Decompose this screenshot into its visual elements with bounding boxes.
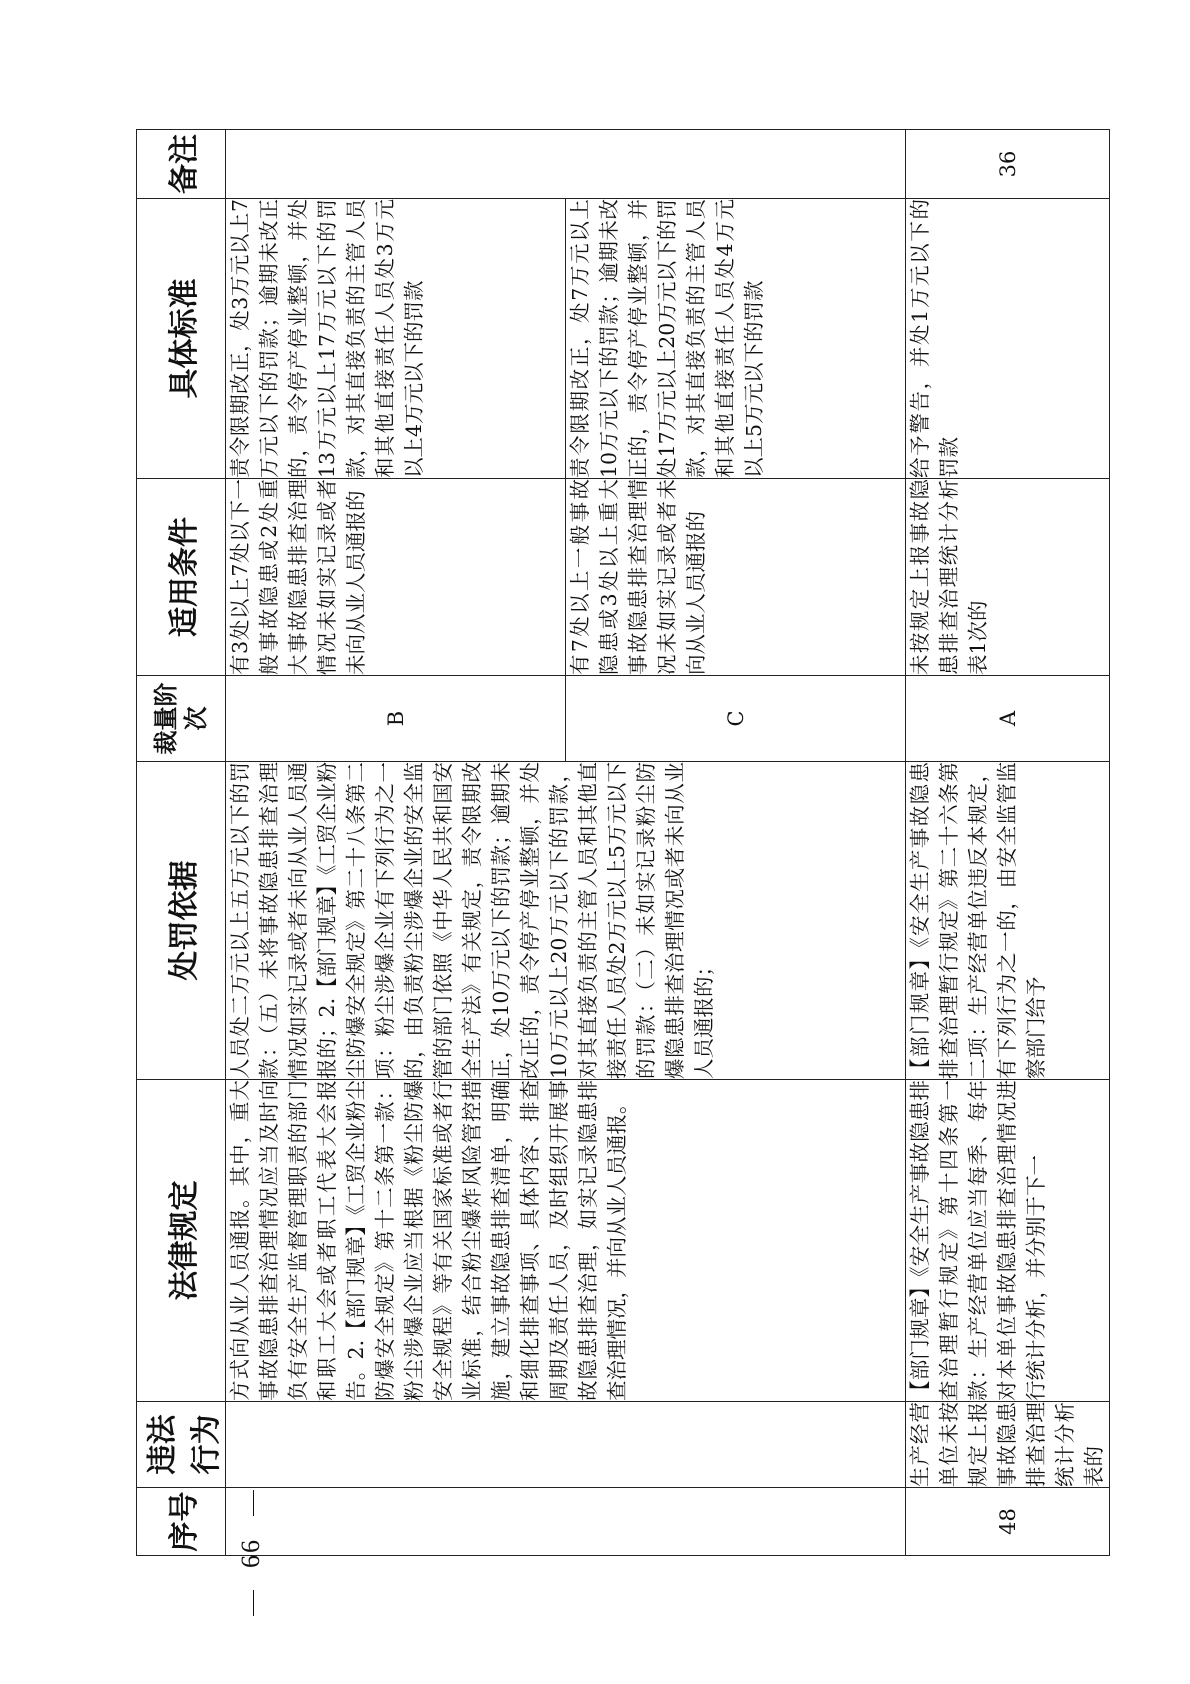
header-basis: 处罚依据 [137,762,226,1080]
page-footer [236,1468,266,1638]
cell-basis-continued: 人员处二万元以上五万元以下的罚款：（五）未将事故隐患排查治理情况如实记录或者未向从业人员通报的；2.【部门规章】《工贸企业粉尘防爆安全规定》第二十八条第二项：粉尘涉爆企业有下列行为之一的，由负责粉尘涉爆企业的安全监管的部门依照《中华人民共和国安全生产法》有关规定，责令限期改正，处10万元以下的罚款；逾期未改正的，责令停产停业整顿，并处10万元以上20万元以下的罚款，对其直接负责的主管人员和其他直接责任人员处2万元以上5万元以下的罚款：（二）未如实记录粉尘防爆隐患排查治理情况或者未向从业人员通报的； [226,762,906,1080]
cell-act-empty [226,1402,906,1488]
header-note: 备注 [137,130,226,199]
header-act: 违法行为 [137,1402,226,1488]
cell-no-empty [226,1488,906,1556]
cell-tier-c: C [566,676,906,762]
cell-tier-a: A [906,676,1110,762]
footer-dash-right [253,1490,254,1516]
cell-no-48: 48 [906,1488,1110,1556]
cell-std-a: 给予警告，并处1万元以下的罚款 [906,199,1110,479]
cell-std-c: 责令限期改正，处7万元以上10万元以下的罚款；逾期未改正的，责令停产停业整顿，并处17万元以上20万元以下的罚款，对其直接负责的主管人员和其他直接责任人员处4万元以上5万元以下的罚款 [566,199,906,479]
header-row [137,130,226,1556]
header-std: 具体标准 [137,199,226,479]
cell-basis-48: 【部门规章】《安全生产事故隐患排查治理暂行规定》第二十六条第二项：生产经营单位违反本规定，有下列行为之一的，由安全监管监察部门给予 [906,762,1110,1080]
cell-cond-c: 有7处以上一般事故隐患或3处以上重大事故隐患排查治理情况未如实记录或者未向从业人员通报的 [566,479,906,676]
table-row-b [226,130,566,1556]
table-row-48 [906,130,1110,1556]
cell-note-48: 36 [906,130,1110,199]
page-number: 66 [236,1538,265,1568]
cell-cond-a: 未按规定上报事故隐患排查治理统计分析表1次的 [906,479,1110,676]
cell-note-empty [226,130,906,199]
penalty-discretion-table [136,129,1110,1556]
header-cond: 适用条件 [137,479,226,676]
cell-std-b: 责令限期改正，处3万元以上7万元以下的罚款；逾期未改正的，责令停产停业整顿，并处13万元以上17万元以下的罚款，对其直接负责的主管人员和其他直接责任人员处3万元以上4万元以下的罚款 [226,199,566,479]
header-no: 序号 [137,1488,226,1556]
cell-law-48: 【部门规章】《安全生产事故隐患排查治理暂行规定》第十四条第一款：生产经营单位应当每季、每年对本单位事故隐患排查治理情况进行统计分析，并分别于下一 [906,1080,1110,1402]
header-law: 法律规定 [137,1080,226,1402]
cell-act-48: 生产经营单位未按规定上报事故隐患排查治理统计分析表的 [906,1402,1110,1488]
footer-dash-left [253,1590,254,1616]
header-tier: 裁量阶次 [137,676,226,762]
cell-cond-b: 有3处以上7处以下一般事故隐患或2处重大事故隐患排查治理情况未如实记录或者未向从业人员通报的 [226,479,566,676]
cell-tier-b: B [226,676,566,762]
cell-law-continued: 方式向从业人员通报。其中，重大事故隐患排查治理情况应当及时向负有安全生产监督管理职责的部门和职工大会或者职工代表大会报告。2.【部门规章】《工贸企业粉尘防爆安全规定》第十二条第一款：粉尘涉爆企业应当根据《粉尘防爆安全规程》等有关国家标准或者行业标准，结合粉尘爆炸风险管控措施，建立事故隐患排查清单，明确和细化排查事项、具体内容、排查周期及责任人员，及时组织开展事故隐患排查治理，如实记录隐患排查治理情况，并向从业人员通报。 [226,1080,906,1402]
